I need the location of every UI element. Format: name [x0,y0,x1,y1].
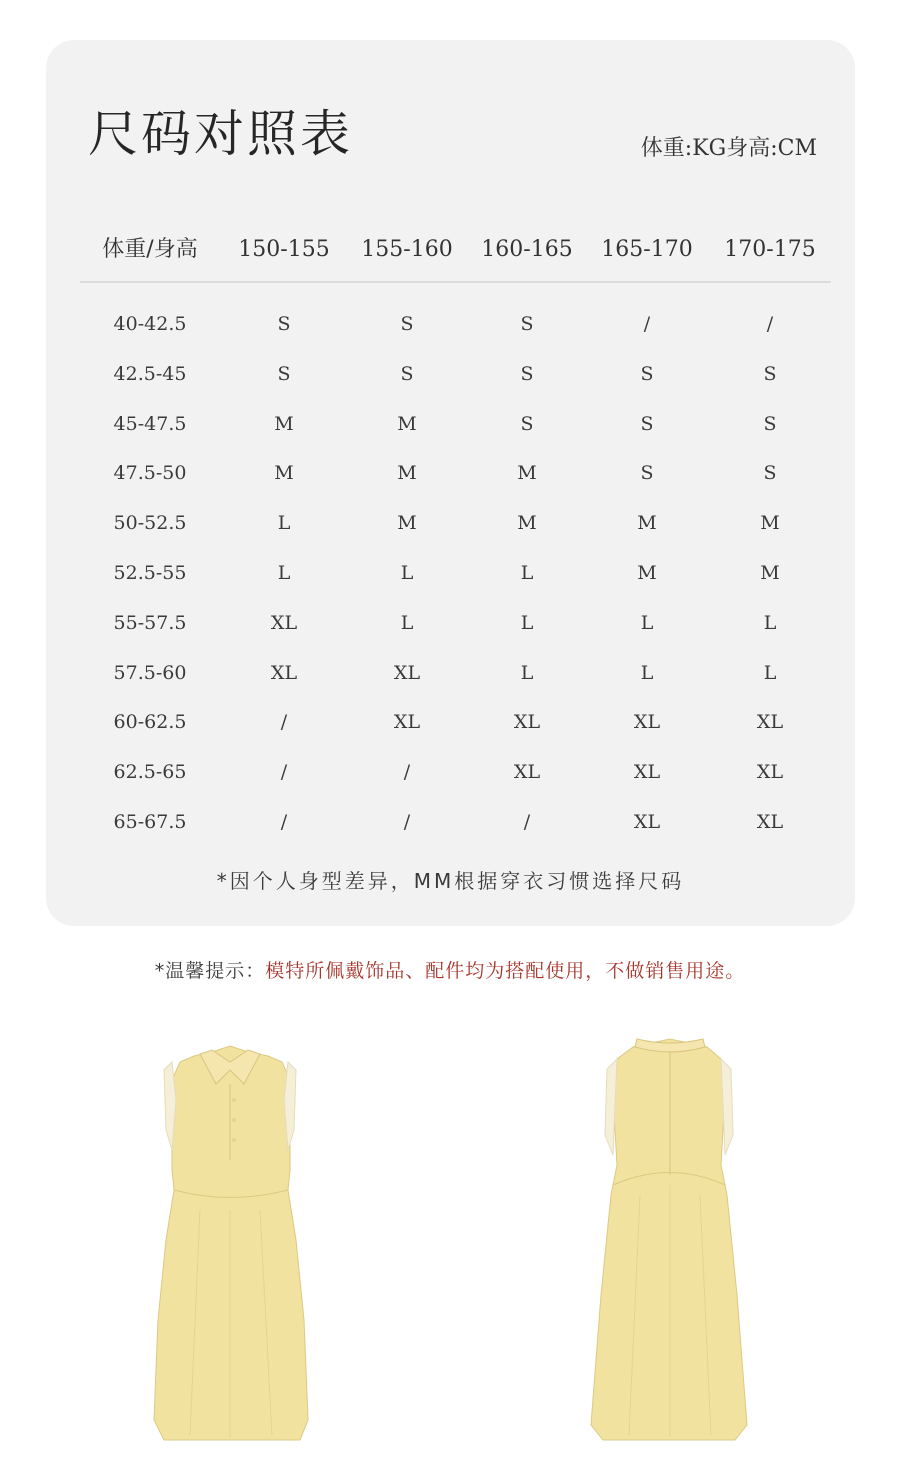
size-cell: S [400,313,414,335]
size-cell: S [277,313,291,335]
header-height: 160-165 [481,237,573,262]
weight-cell: 45-47.5 [113,412,187,435]
weight-cell: 55-57.5 [113,611,187,634]
size-cell: S [400,362,414,385]
page-title: 尺码对照表 [88,105,353,163]
size-cell: XL [270,611,298,634]
size-cell: M [274,412,294,435]
size-cell: M [397,462,417,485]
table-row [46,702,855,742]
size-cell: XL [756,761,784,784]
size-cell: L [400,562,414,584]
weight-cell: 40-42.5 [113,313,187,335]
size-cell: L [520,562,534,584]
header-height: 155-160 [361,237,453,262]
table-row [46,354,855,394]
table-row [46,752,855,792]
size-cell: XL [756,711,784,734]
size-cell: L [763,661,777,684]
table-header [46,228,855,272]
table-row [46,802,855,842]
size-cell: M [397,412,417,435]
size-cell: / [523,811,531,833]
table-row [46,304,855,344]
size-cell: L [520,611,534,634]
weight-cell: 47.5-50 [113,462,187,485]
size-cell: L [277,562,291,584]
size-cell: / [403,811,411,833]
size-cell: M [517,462,537,485]
size-cell: M [517,512,537,535]
size-cell: / [280,711,288,734]
size-cell: XL [633,711,661,734]
weight-cell: 42.5-45 [113,362,187,385]
size-cell: S [277,362,291,385]
header-height: 150-155 [238,237,330,262]
weight-cell: 65-67.5 [113,811,187,833]
size-cell: S [763,462,777,485]
size-cell: S [640,462,654,485]
size-cell: M [397,512,417,535]
size-cell: XL [513,711,541,734]
header-corner: 体重/身高 [102,237,198,262]
size-cell: S [763,412,777,435]
size-cell: S [520,412,534,435]
size-cell: XL [270,661,298,684]
weight-cell: 50-52.5 [113,512,187,535]
tip-text: 模特所佩戴饰品、配件均为搭配使用，不做销售用途。 [265,960,746,982]
header-divider [80,281,831,283]
size-cell: XL [513,761,541,784]
dress-front-image [150,1040,310,1445]
size-cell: S [520,362,534,385]
header-height: 165-170 [601,237,693,262]
size-cell: M [760,512,780,535]
fit-note: *因个人身型差异，MM根据穿衣习惯选择尺码 [216,869,685,893]
size-cell: / [766,313,774,335]
table-row [46,404,855,444]
weight-cell: 60-62.5 [113,711,187,734]
size-cell: L [400,611,414,634]
size-cell: XL [633,761,661,784]
size-cell: XL [393,661,421,684]
size-cell: L [640,611,654,634]
header-height: 170-175 [724,237,816,262]
size-cell: L [277,512,291,535]
size-cell: L [763,611,777,634]
weight-cell: 57.5-60 [113,661,187,684]
size-cell: S [520,313,534,335]
weight-cell: 62.5-65 [113,761,187,784]
size-cell: / [403,761,411,784]
table-row [46,453,855,493]
warm-tip [0,956,900,986]
size-cell: / [643,313,651,335]
size-cell: M [637,512,657,535]
size-chart-card [46,40,855,926]
table-row [46,603,855,643]
table-row [46,653,855,693]
size-cell: M [637,562,657,584]
table-row [46,553,855,593]
tip-prefix: *温馨提示： [154,960,266,982]
size-cell: M [274,462,294,485]
weight-cell: 52.5-55 [113,562,187,584]
size-cell: XL [756,811,784,833]
size-cell: S [763,362,777,385]
size-cell: / [280,811,288,833]
units-label: 体重:KG身高:CM [640,136,817,161]
dress-back-image [585,1035,755,1445]
table-row [46,503,855,543]
size-cell: M [760,562,780,584]
size-cell: L [520,661,534,684]
size-cell: / [280,761,288,784]
size-cell: XL [393,711,421,734]
size-cell: S [640,362,654,385]
size-cell: L [640,661,654,684]
size-cell: S [640,412,654,435]
size-cell: XL [633,811,661,833]
